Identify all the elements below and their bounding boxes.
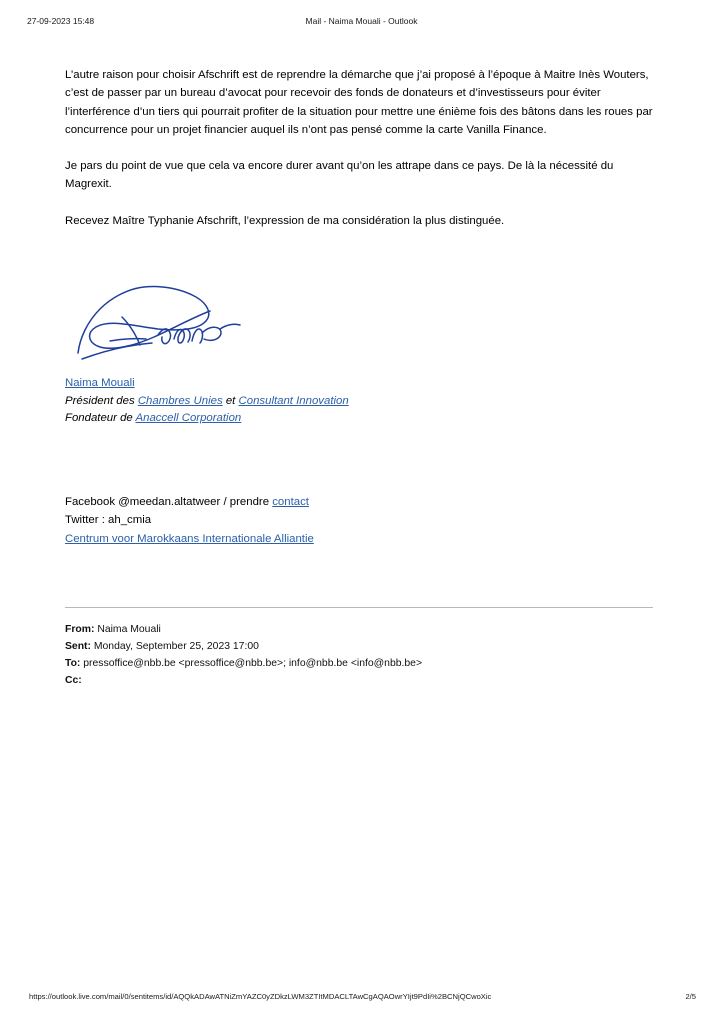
- quoted-message-divider: [65, 607, 653, 608]
- facebook-line-text: Facebook @meedan.altatweer / prendre: [65, 496, 270, 508]
- quoted-to-label: To:: [65, 657, 81, 669]
- cmia-link[interactable]: Centrum voor Marokkaans Internationale Alliantie: [65, 532, 314, 545]
- signature-founder-line: [65, 410, 625, 428]
- print-footer-page-number: 2/5: [685, 992, 696, 1001]
- body-paragraph-3: Recevez Maître Typhanie Afschrift, l’expression de ma considération la plus distinguée.: [65, 214, 505, 227]
- body-paragraph-2: Je pars du point de vue que cela va encore durer avant qu’on les attrape dans ce pays. De là la nécessité du Magrexit.: [65, 160, 614, 191]
- facebook-line: [65, 493, 625, 511]
- quoted-to-row: [65, 656, 665, 673]
- print-footer: [0, 992, 723, 1006]
- signature-block: [65, 375, 625, 428]
- signature-name-line: [65, 375, 625, 393]
- quoted-to-value: pressoffice@nbb.be <pressoffice@nbb.be>; info@nbb.be <info@nbb.be>: [83, 657, 423, 669]
- quoted-from-row: [65, 622, 665, 639]
- signature-name-link[interactable]: Naima Mouali: [65, 377, 135, 389]
- consultant-innovation-link[interactable]: Consultant Innovation: [238, 394, 349, 407]
- body-paragraph-1: L’autre raison pour choisir Afschrift est de reprendre la démarche que j’ai proposé à l’époque à Maitre Inès Wouters, c’est de passer par un bureau d’avocat pour recevoir des fonds de donateurs et d’investisseurs pour éviter l’interférence d’un tiers qui pourrait profiter de la situation pour mettre une énième fois des bâtons dans les roues par concurrence pour un projet financier auquel ils n’ont pas pensé comme la carte Vanilla Finance.: [65, 69, 653, 136]
- quoted-sent-row: [65, 639, 665, 656]
- signature-role-line: [65, 393, 625, 411]
- signature-founder-prefix: Fondateur de: [65, 412, 133, 425]
- signature-role-conjunction: et: [225, 394, 236, 407]
- quoted-sent-label: Sent:: [65, 640, 91, 652]
- quoted-from-value: Naima Mouali: [97, 624, 161, 635]
- quoted-cc-label: Cc:: [65, 674, 82, 686]
- contact-link[interactable]: contact: [272, 496, 309, 508]
- social-links-block: [65, 493, 625, 548]
- signature-role-prefix: Président des: [65, 394, 135, 407]
- quoted-sent-value: Monday, September 25, 2023 17:00: [93, 640, 259, 652]
- print-header-title: Mail - Naima Mouali - Outlook: [305, 16, 418, 26]
- handwritten-signature-image: [70, 281, 245, 366]
- cmia-org-line: [65, 530, 625, 548]
- quoted-from-label: From:: [65, 624, 95, 635]
- chambres-unies-link[interactable]: Chambres Unies: [137, 394, 223, 407]
- print-header: [0, 16, 723, 30]
- twitter-line: Twitter : ah_cmia: [65, 514, 152, 527]
- email-body: [65, 66, 657, 248]
- print-footer-url: https://outlook.live.com/mail/0/sentitems/id/AQQkADAwATNiZmYAZC0yZDkzLWM3ZTItMDACLTAwCgAQAOwrYIjt9PdIi%2BCNjQCwoXic: [29, 992, 492, 1001]
- anaccell-corporation-link[interactable]: Anaccell Corporation: [135, 412, 242, 425]
- quoted-message-header: [65, 622, 665, 689]
- print-header-datetime: 27-09-2023 15:48: [27, 16, 95, 26]
- quoted-cc-row: [65, 673, 665, 690]
